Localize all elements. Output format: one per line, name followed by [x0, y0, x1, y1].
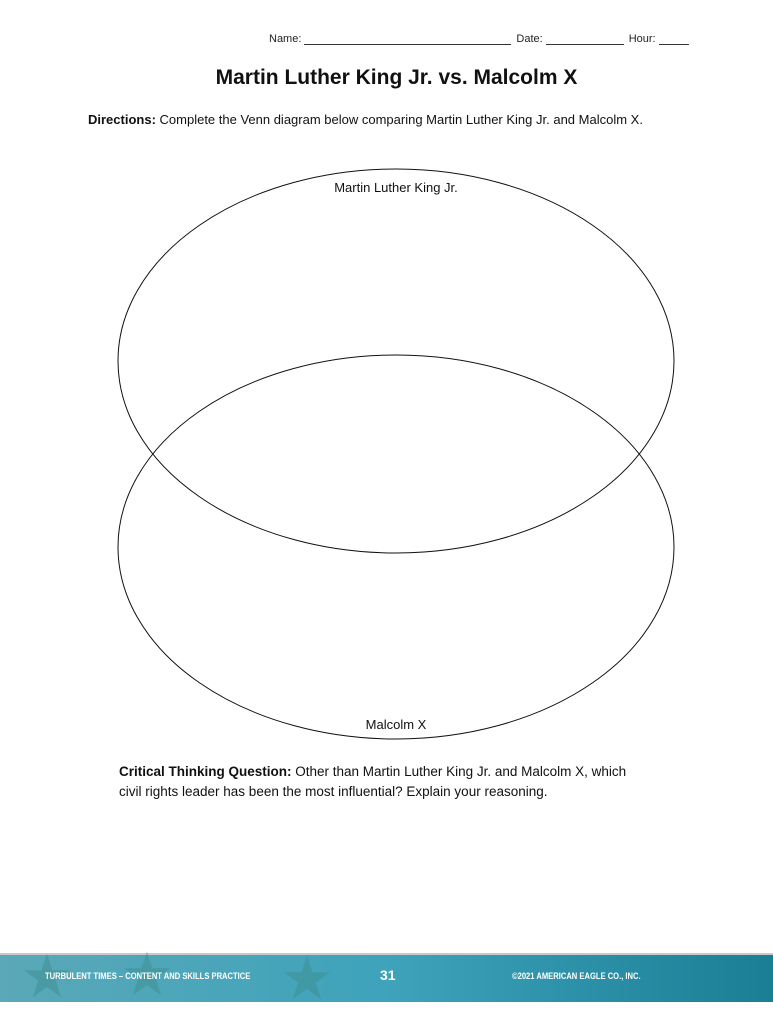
venn-bottom-label: Malcolm X [365, 717, 427, 732]
star-decoration-icon: ★ [20, 943, 74, 1010]
date-label: Date: [516, 33, 543, 45]
footer-copyright: ©2021 AMERICAN EAGLE CO., INC. [512, 971, 641, 982]
critical-label: Critical Thinking Question: [119, 764, 292, 779]
directions-text: Complete the Venn diagram below comparing Martin Luther King Jr. and Malcolm X. [155, 112, 643, 127]
footer-series-title: TURBULENT TIMES – CONTENT AND SKILLS PRACTICE [45, 971, 251, 982]
hour-label: Hour: [628, 33, 656, 45]
star-decoration-icon: ★ [120, 941, 174, 1008]
name-label: Name: [269, 33, 302, 45]
directions-label: Directions: [88, 112, 156, 127]
venn-circle-bottom [118, 355, 674, 739]
page-title: Martin Luther King Jr. vs. Malcolm X [215, 66, 578, 89]
page-number: 31 [380, 967, 396, 983]
venn-top-label: Martin Luther King Jr. [334, 180, 458, 195]
critical-thinking-question [119, 762, 639, 802]
footer [0, 941, 773, 1012]
star-decoration-icon: ★ [280, 945, 334, 1012]
critical-text: Other than Martin Luther King Jr. and Malcolm X, which civil rights leader has been the most influential? Explain your reasoning. [119, 764, 627, 799]
venn-circle-top [118, 169, 674, 553]
